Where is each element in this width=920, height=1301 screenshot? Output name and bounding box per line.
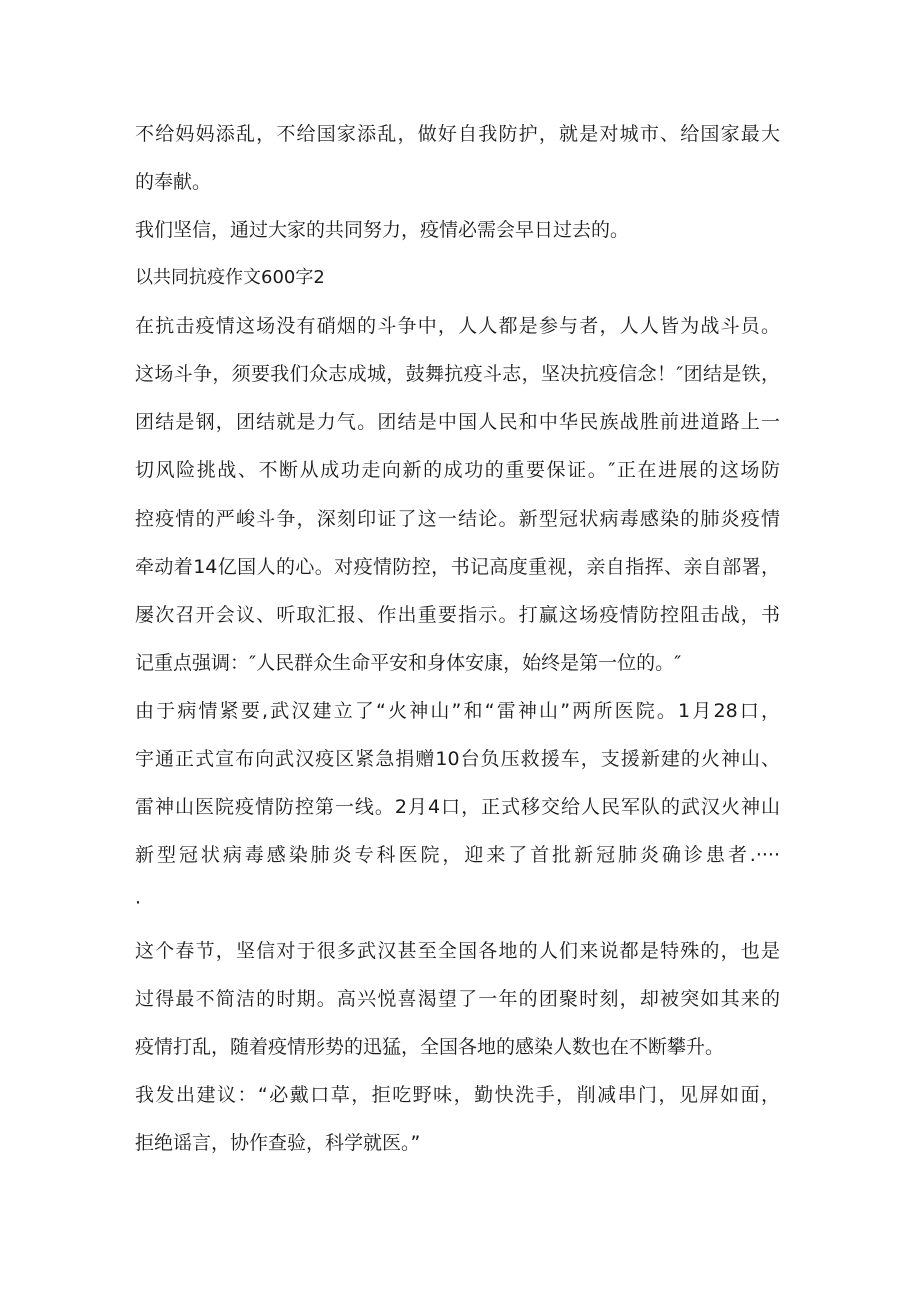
paragraph-line: 团结是钢，团结就是力气。团结是中国人民和中华民族战胜前进道路上一	[135, 411, 780, 433]
paragraph-line: 新型冠状病毒感染肺炎专科医院，迎来了首批新冠肺炎确诊患者.····	[135, 844, 780, 866]
paragraph-line: 疫情打乱，随着疫情形势的迅猛，全国各地的感染人数也在不断攀升。	[135, 1036, 725, 1058]
paragraph-line: 在抗击疫情这场没有硝烟的斗争中，人人都是参与者，人人皆为战斗员。	[135, 315, 780, 337]
paragraph-line: 我发出建议：“必戴口草，拒吃野味，勤快洗手，削减串门，见屏如面，	[135, 1084, 780, 1106]
paragraph-line: 拒绝谣言，协作查验，科学就医。”	[135, 1132, 421, 1154]
paragraph-line: 切风险挑战、不断从成功走向新的成功的重要保证。″正在进展的这场防	[135, 459, 780, 481]
paragraph-line: 的奉献。	[135, 171, 212, 193]
paragraph-line: 我们坚信，通过大家的共同努力，疫情必需会早日过去的。	[135, 219, 630, 241]
paragraph-line: 过得最不简洁的时期。高兴悦喜渴望了一年的团聚时刻，却被突如其来的	[135, 988, 780, 1010]
paragraph-line: 这个春节，坚信对于很多武汉甚至全国各地的人们来说都是特殊的，也是	[135, 940, 780, 962]
paragraph-line: ·	[135, 892, 142, 914]
paragraph-line: 记重点强调：″人民群众生命平安和身体安康，始终是第一位的。″	[135, 652, 682, 674]
paragraph-line: 不给妈妈添乱，不给国家添乱，做好自我防护，就是对城市、给国家最大	[135, 123, 780, 145]
paragraph-line: 由于病情紧要,武汉建立了“火神山”和“雷神山”两所医院。1月28口，	[135, 700, 780, 722]
paragraph-line: 这场斗争，须要我们众志成城，鼓舞抗疫斗志，坚决抗疫信念！″团结是铁，	[135, 363, 780, 385]
paragraph-line: 屡次召开会议、听取汇报、作出重要指示。打赢这场疫情防控阻击战，书	[135, 604, 780, 626]
section-title: 以共同抗疫作文600字2	[135, 267, 325, 288]
paragraph-line: 牵动着14亿国人的心。对疫情防控，书记高度重视，亲自指挥、亲自部署，	[135, 556, 780, 578]
paragraph-line: 雷神山医院疫情防控第一线。2月4口，正式移交给人民军队的武汉火神山	[135, 796, 780, 818]
paragraph-line: 控疫情的严峻斗争，深刻印证了这一结论。新型冠状病毒感染的肺炎疫情	[135, 508, 780, 530]
paragraph-line: 宇通正式宣布向武汉疫区紧急捐赠10台负压救援车，支援新建的火神山、	[135, 748, 780, 770]
